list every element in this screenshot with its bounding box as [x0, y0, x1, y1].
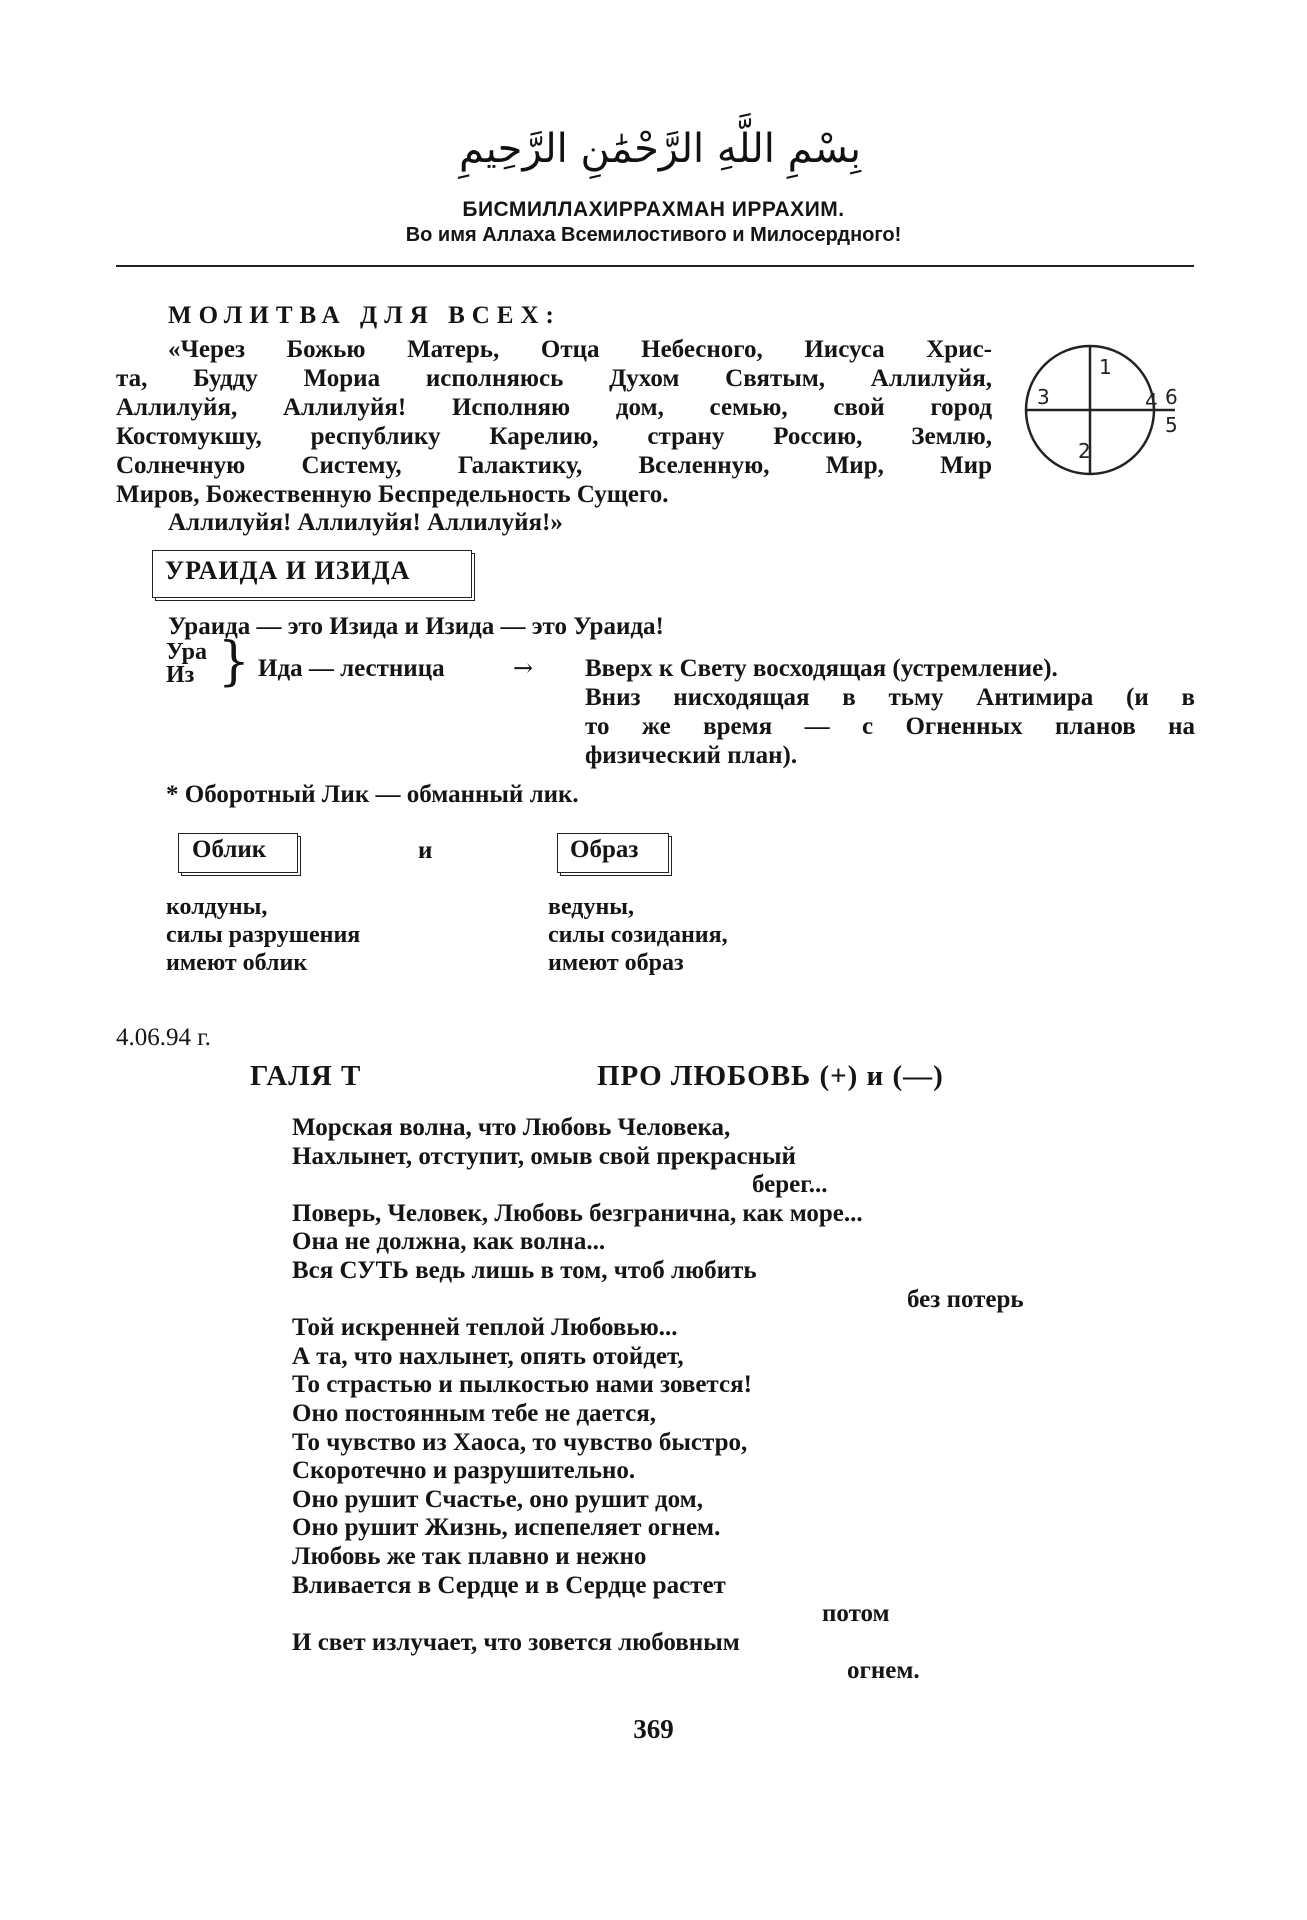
uraida-title: УРАИДА И ИЗИДА [165, 556, 411, 585]
column-line: имеют образ [548, 950, 684, 976]
header-divider [116, 265, 1194, 267]
prayer-title: МОЛИТВА ДЛЯ ВСЕХ: [168, 302, 561, 329]
diagram-label-4: 4 [1145, 389, 1158, 413]
column-line: силы созидания, [548, 922, 728, 948]
prayer-line: Костомукшу, республику Карелию, страну Россию, Землю, [116, 423, 992, 450]
column-line: силы разрушения [166, 922, 361, 948]
prayer-line: Миров, Божественную Беспредельность Сущего. [116, 481, 669, 508]
diagram-label-3: 3 [1037, 385, 1050, 409]
poem-line: Она не должна, как волна... [292, 1228, 606, 1256]
poem-line: огнем. [847, 1657, 920, 1685]
direction-line: то же время — с Огненных планов на [585, 713, 1195, 740]
oblik-column [166, 893, 360, 977]
poem-line: Любовь же так плавно и нежно [292, 1542, 647, 1570]
prayer-line: та, Будду Мориа исполняюсь Духом Святым, Аллилуйя, [116, 365, 992, 392]
ladder-directions [585, 654, 1195, 770]
poem-line: Оно постоянным тебе не дается, [292, 1399, 657, 1427]
prayer-line: Солнечную Систему, Галактику, Вселенную, Мир, Мир [116, 452, 992, 479]
poem-line: То чувство из Хаоса, то чувство быстро, [292, 1428, 748, 1456]
bismillah-title: БИСМИЛЛАХИРРАХМАН ИРРАХИМ. [462, 198, 845, 221]
poem-line: И свет излучает, что зовется любовным [292, 1628, 740, 1656]
poem-body [292, 1114, 1062, 1686]
prayer-text [116, 335, 992, 509]
diagram-label-1: 1 [1099, 355, 1112, 379]
poem-author: ГАЛЯ Т [250, 1060, 362, 1092]
footnote: * Оборотный Лик — обманный лик. [166, 781, 579, 808]
poem-line: Вливается в Сердце и в Сердце растет [292, 1571, 726, 1599]
direction-line: Вверх к Свету восходящая (устремление). [585, 655, 1058, 682]
poem-line: Оно рушит Счастье, оно рушит дом, [292, 1485, 703, 1513]
diagram-label-5: 5 [1165, 413, 1178, 437]
prayer-closing: Аллилуйя! Аллилуйя! Аллилуйя!» [168, 509, 563, 536]
column-line: ведуны, [548, 894, 635, 920]
uraida-equation: Ураида — это Изида и Изида — это Ураида! [168, 613, 664, 640]
prefix-ura: Ура [166, 639, 207, 665]
obraz-label: Образ [570, 836, 639, 863]
prefix-iz: Из [166, 662, 195, 688]
direction-line: Вниз нисходящая в тьму Антимира (и в [585, 684, 1195, 711]
diagram-label-6: 6 [1165, 385, 1178, 409]
prayer-line: «Через Божью Матерь, Отца Небесного, Иисуса Хрис- [168, 336, 992, 363]
bismillah-subtitle: Во имя Аллаха Всемилостивого и Милосердного! [405, 224, 902, 246]
poem-line: Той искренней теплой Любовью... [292, 1314, 678, 1342]
poem-line: без потерь [907, 1285, 1024, 1313]
curly-brace: } [218, 630, 250, 692]
poem-line: То страстью и пылкостью нами зовется! [292, 1371, 752, 1399]
poem-line: Оно рушит Жизнь, испепеляет огнем. [292, 1514, 721, 1542]
poem-title: ПРО ЛЮБОВЬ (+) и (—) [597, 1060, 944, 1092]
poem-line: потом [822, 1600, 890, 1628]
column-line: колдуны, [166, 894, 268, 920]
prayer-line: Аллилуйя, Аллилуйя! Исполняю дом, семью, свой город [116, 394, 992, 421]
column-line: имеют облик [166, 950, 308, 976]
poem-line: Скоротечно и разрушительно. [292, 1457, 636, 1485]
obraz-column [548, 893, 728, 977]
poem-line: Нахлынет, отступит, омыв свой прекрасный [292, 1142, 796, 1170]
calligraphy-text: بِسْمِ اللَّهِ الرَّحْمَٰنِ الرَّحِيمِ [458, 126, 862, 172]
and-word: и [418, 837, 433, 864]
circle-diagram [1005, 340, 1205, 480]
oblik-label: Облик [192, 836, 267, 863]
bismillah-calligraphy [458, 100, 862, 192]
poem-line: берег... [752, 1171, 828, 1199]
direction-line: физический план). [585, 742, 798, 769]
diagram-label-2: 2 [1078, 439, 1091, 463]
page-number: 369 [633, 1714, 674, 1744]
poem-line: А та, что нахлынет, опять отойдет, [292, 1342, 684, 1370]
poem-date: 4.06.94 г. [116, 1024, 211, 1051]
poem-line: Поверь, Человек, Любовь безгранична, как море... [292, 1199, 863, 1227]
poem-line: Морская волна, что Любовь Человека, [292, 1114, 731, 1141]
ida-ladder: Ида — лестница [258, 655, 445, 682]
right-arrow-icon: → [513, 654, 534, 682]
poem-line: Вся СУТЬ ведь лишь в том, чтоб любить [292, 1256, 757, 1284]
